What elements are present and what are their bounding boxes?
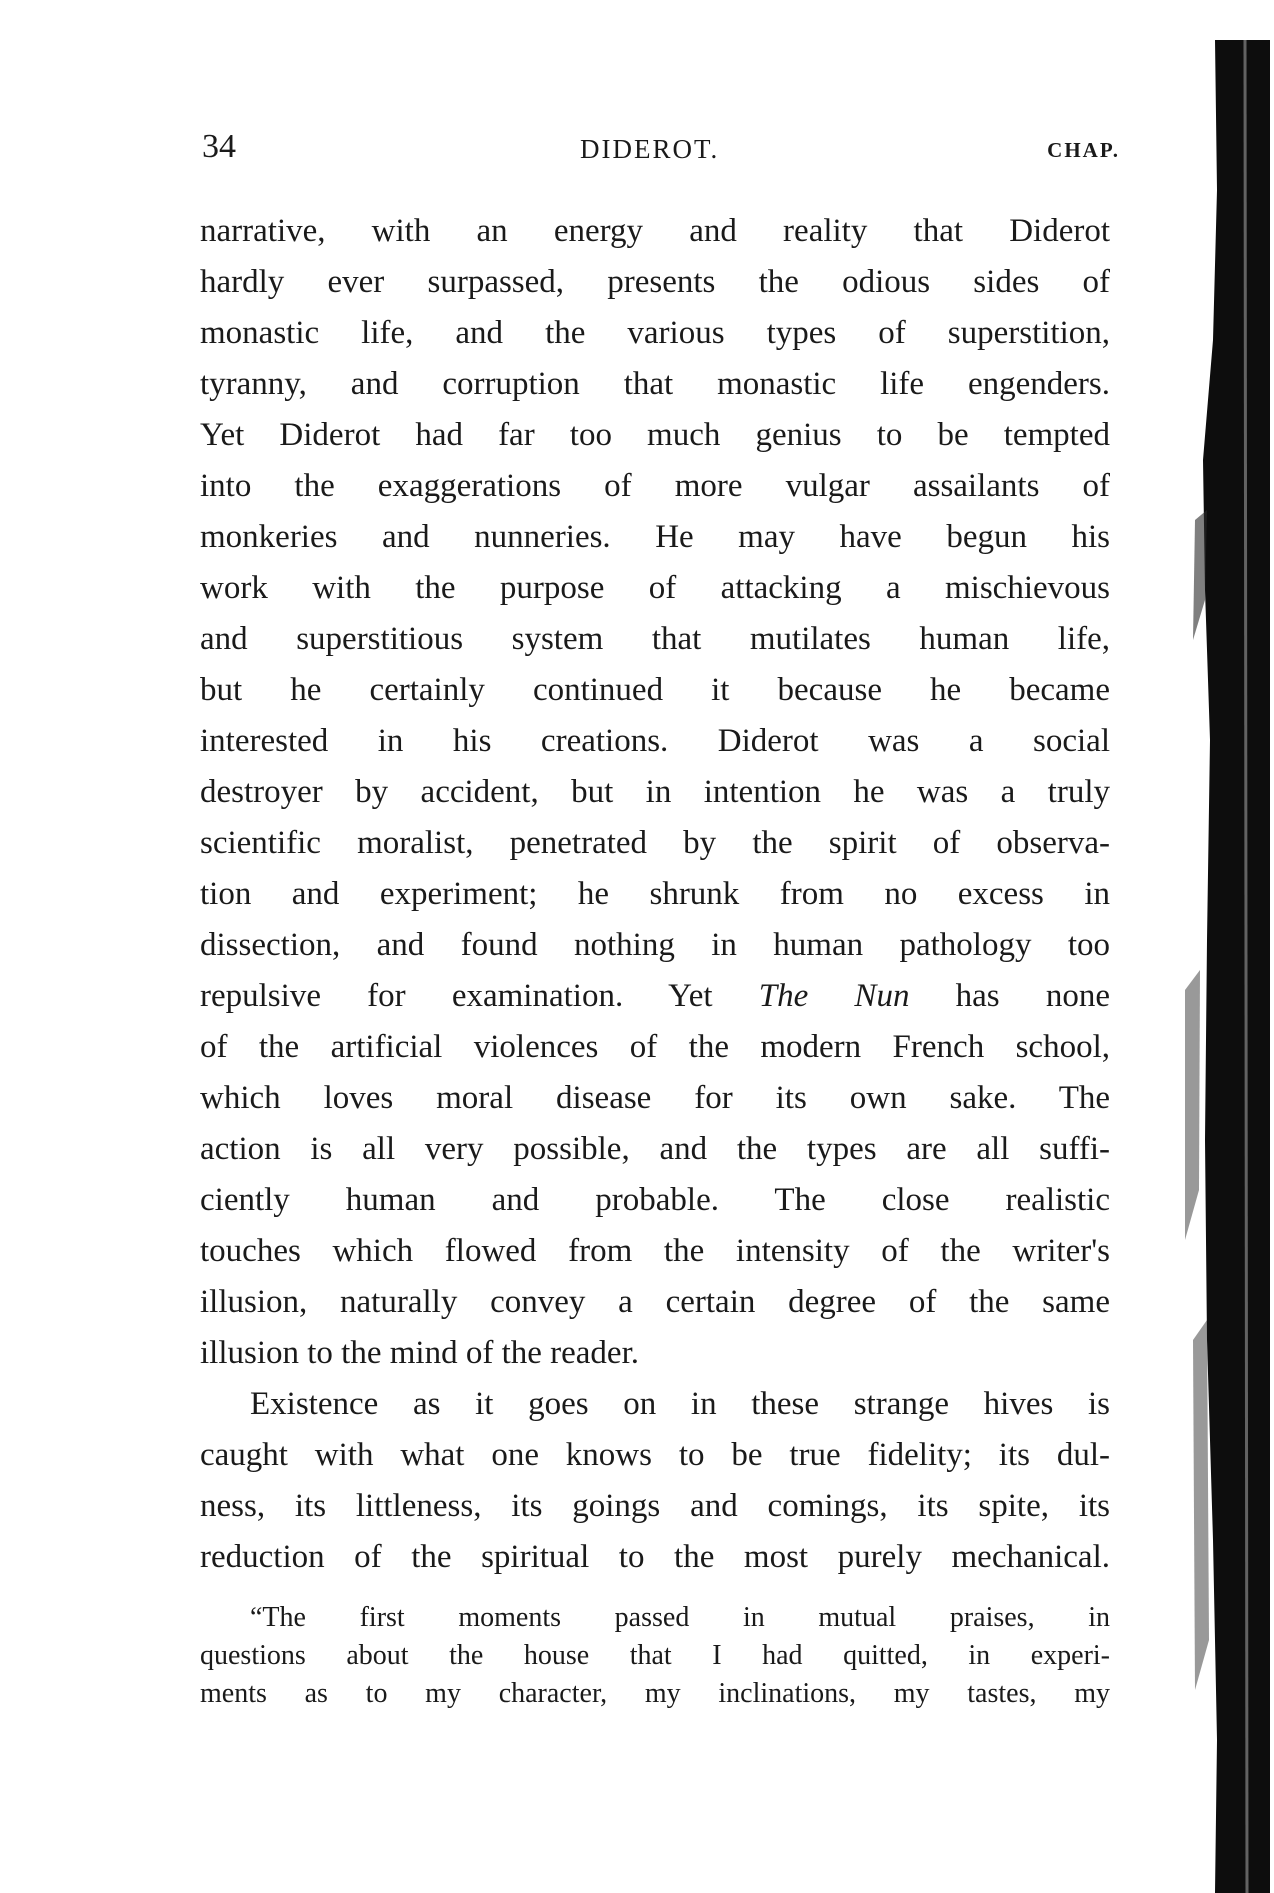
quote-line: “The first moments passed in mutual praises, in: [250, 1602, 1110, 1633]
text-line: scientific moralist, penetrated by the spirit of observa-: [200, 825, 1110, 861]
block-quote: [200, 1599, 1110, 1713]
text-line: narrative, with an energy and reality that Diderot: [200, 213, 1110, 249]
text-line: into the exaggerations of more vulgar assailants of: [200, 468, 1110, 504]
text-line: of the artificial violences of the modern French school,: [200, 1029, 1110, 1065]
text-line: Existence as it goes on in these strange hives is: [250, 1386, 1110, 1422]
text-segment: repulsive for examination. Yet: [200, 978, 759, 1014]
text-line: hardly ever surpassed, presents the odious sides of: [200, 264, 1110, 300]
page-header: [200, 128, 1120, 168]
text-line: monastic life, and the various types of superstition,: [200, 315, 1110, 351]
text-line: interested in his creations. Diderot was a social: [200, 723, 1110, 759]
page-number: 34: [202, 128, 236, 165]
text-line: dissection, and found nothing in human pathology too: [200, 927, 1110, 963]
text-line: tion and experiment; he shrunk from no excess in: [200, 876, 1110, 912]
text-line: Yet Diderot had far too much genius to be tempted: [200, 417, 1110, 453]
quote-line: ments as to my character, my inclinations, my tastes, my: [200, 1678, 1110, 1709]
text-line: but he certainly continued it because he became: [200, 672, 1110, 708]
text-segment: has none: [909, 978, 1110, 1014]
text-line: work with the purpose of attacking a mischievous: [200, 570, 1110, 606]
body-text: [200, 206, 1110, 1713]
text-line: illusion to the mind of the reader.: [200, 1335, 639, 1371]
scan-edge-shadow: [1155, 40, 1270, 1893]
text-line: ciently human and probable. The close realistic: [200, 1182, 1110, 1218]
text-line-with-title: [200, 971, 1110, 1022]
text-line: ness, its littleness, its goings and comings, its spite, its: [200, 1488, 1110, 1524]
paragraph-1: [200, 206, 1110, 1379]
running-title: DIDEROT.: [580, 134, 720, 164]
text-line: illusion, naturally convey a certain degree of the same: [200, 1284, 1110, 1320]
text-line: tyranny, and corruption that monastic life engenders.: [200, 366, 1110, 402]
text-line: touches which flowed from the intensity of the writer's: [200, 1233, 1110, 1269]
book-title: The Nun: [758, 978, 910, 1014]
text-line: reduction of the spiritual to the most purely mechanical.: [200, 1539, 1110, 1575]
text-line: monkeries and nunneries. He may have begun his: [200, 519, 1110, 555]
paragraph-2: [200, 1379, 1110, 1583]
chapter-marker: CHAP.: [1047, 138, 1120, 162]
text-line: and superstitious system that mutilates human life,: [200, 621, 1110, 657]
quote-line: questions about the house that I had quitted, in experi-: [200, 1640, 1110, 1671]
text-line: destroyer by accident, but in intention he was a truly: [200, 774, 1110, 810]
text-line: caught with what one knows to be true fidelity; its dul-: [200, 1437, 1110, 1473]
text-line: which loves moral disease for its own sake. The: [200, 1080, 1110, 1116]
text-line: action is all very possible, and the types are all suffi-: [200, 1131, 1110, 1167]
